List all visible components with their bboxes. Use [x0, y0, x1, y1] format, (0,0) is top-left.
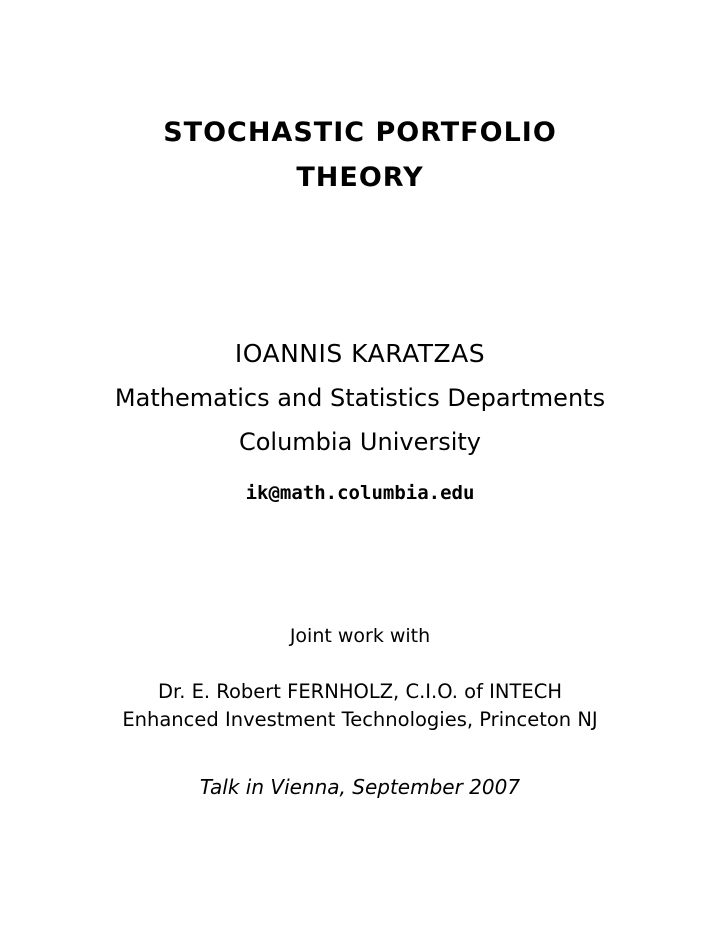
joint-work-label: Joint work with — [289, 625, 431, 647]
title-line-2: THEORY — [296, 162, 424, 193]
author-department: Mathematics and Statistics Departments — [114, 384, 606, 412]
author-email: ik@math.columbia.edu — [245, 482, 475, 504]
collaborator-company: Enhanced Investment Technologies, Princeton NJ — [122, 708, 598, 731]
collaborator-name: Dr. E. Robert FERNHOLZ, C.I.O. of INTECH — [157, 680, 563, 703]
talk-info: Talk in Vienna, September 2007 — [199, 775, 521, 799]
title-line-1: STOCHASTIC PORTFOLIO — [163, 117, 557, 148]
author-name: IOANNIS KARATZAS — [234, 339, 486, 368]
author-university: Columbia University — [238, 428, 481, 456]
